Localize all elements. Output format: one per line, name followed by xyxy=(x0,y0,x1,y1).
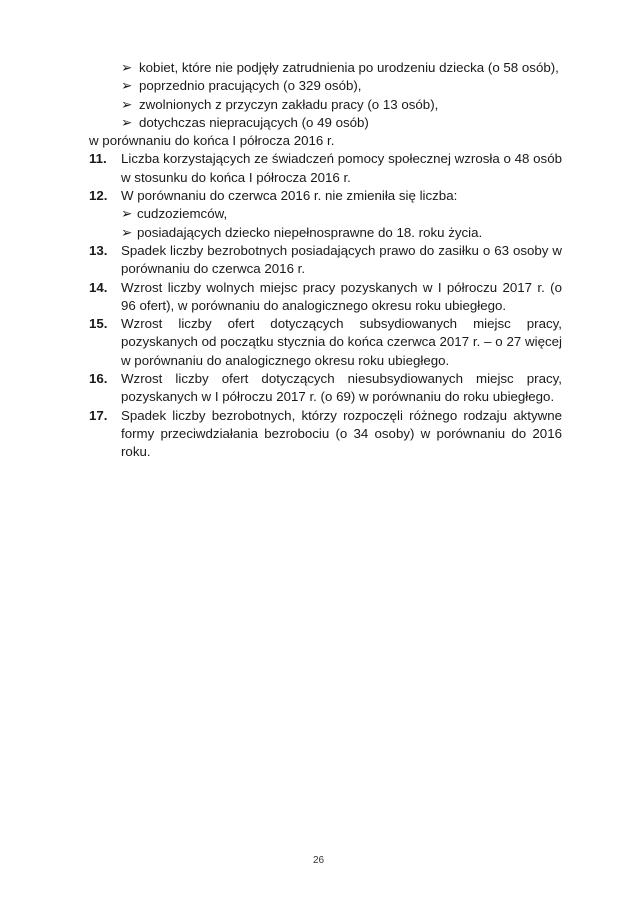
item-text: Wzrost liczby ofert dotyczących niesubsydiowanych miejsc pracy, pozyskanych w I półroczu 2017 r. (o 69) w porównaniu do roku ubiegłego. xyxy=(121,371,562,405)
item-number: 14. xyxy=(89,279,108,295)
list-item-text: zwolnionych z przyczyn zakładu pracy (o 13 osób), xyxy=(139,96,439,112)
list-item-text: posiadających dziecko niepełnosprawne do 18. roku życia. xyxy=(137,224,483,240)
numbered-item-17 xyxy=(89,407,562,462)
item-number: 11. xyxy=(89,151,107,167)
page-content xyxy=(89,59,562,462)
numbered-item-16 xyxy=(89,370,562,407)
comparison-note: w porównaniu do końca I półrocza 2016 r. xyxy=(89,133,335,149)
arrow-bullet-icon: ➢ xyxy=(121,114,133,130)
list-item-text: poprzednio pracujących (o 329 osób), xyxy=(139,78,362,94)
item-number: 12. xyxy=(89,188,108,204)
list-item xyxy=(89,59,562,77)
item-text: Wzrost liczby wolnych miejsc pracy pozyskanych w I półroczu 2017 r. (o 96 ofert), w porównaniu do analogicznego okresu roku ubiegłego. xyxy=(121,279,562,313)
numbered-item-13 xyxy=(89,242,562,279)
numbered-item-14 xyxy=(89,279,562,316)
item-text: Spadek liczby bezrobotnych posiadających prawo do zasiłku o 63 osoby w porównaniu do czerwca 2016 r. xyxy=(121,242,562,277)
arrow-bullet-icon: ➢ xyxy=(121,96,133,112)
list-item xyxy=(89,77,562,95)
item-number: 13. xyxy=(89,242,108,258)
item-text: W porównaniu do czerwca 2016 r. nie zmieniła się liczba: xyxy=(121,188,458,204)
item-text: Wzrost liczby ofert dotyczących subsydiowanych miejsc pracy, pozyskanych od początku stycznia do końca czerwca 2017 r. – o 27 więcej w porównaniu do analogicznego okresu roku ubiegłego. xyxy=(121,316,562,368)
list-item-text: cudzoziemców, xyxy=(137,206,228,222)
arrow-bullet-icon: ➢ xyxy=(121,224,133,240)
numbered-item-11 xyxy=(89,150,562,187)
list-item-text: dotychczas niepracujących (o 49 osób) xyxy=(139,114,369,130)
arrow-bullet-icon: ➢ xyxy=(121,60,133,75)
list-item-text: kobiet, które nie podjęły zatrudnienia po urodzeniu dziecka (o 58 osób), xyxy=(139,60,559,75)
numbered-item-12 xyxy=(89,187,562,205)
item-number: 15. xyxy=(89,316,108,332)
list-item xyxy=(89,205,562,223)
list-item xyxy=(89,96,562,114)
arrow-bullet-icon: ➢ xyxy=(121,78,133,94)
list-item xyxy=(89,224,562,242)
arrow-bullet-icon: ➢ xyxy=(121,206,133,222)
item-text: Spadek liczby bezrobotnych, którzy rozpoczęli różnego rodzaju aktywne formy przeciwdziałania bezrobociu (o 34 osoby) w porównaniu do 2016 roku. xyxy=(121,407,562,460)
item-number: 16. xyxy=(89,371,108,387)
list-item xyxy=(89,114,562,132)
item-text: Liczba korzystających ze świadczeń pomocy społecznej wzrosła o 48 osób w stosunku do końca I półrocza 2016 r. xyxy=(121,151,562,185)
numbered-item-15 xyxy=(89,315,562,370)
page-number: 26 xyxy=(312,855,325,866)
item-number: 17. xyxy=(89,407,108,423)
